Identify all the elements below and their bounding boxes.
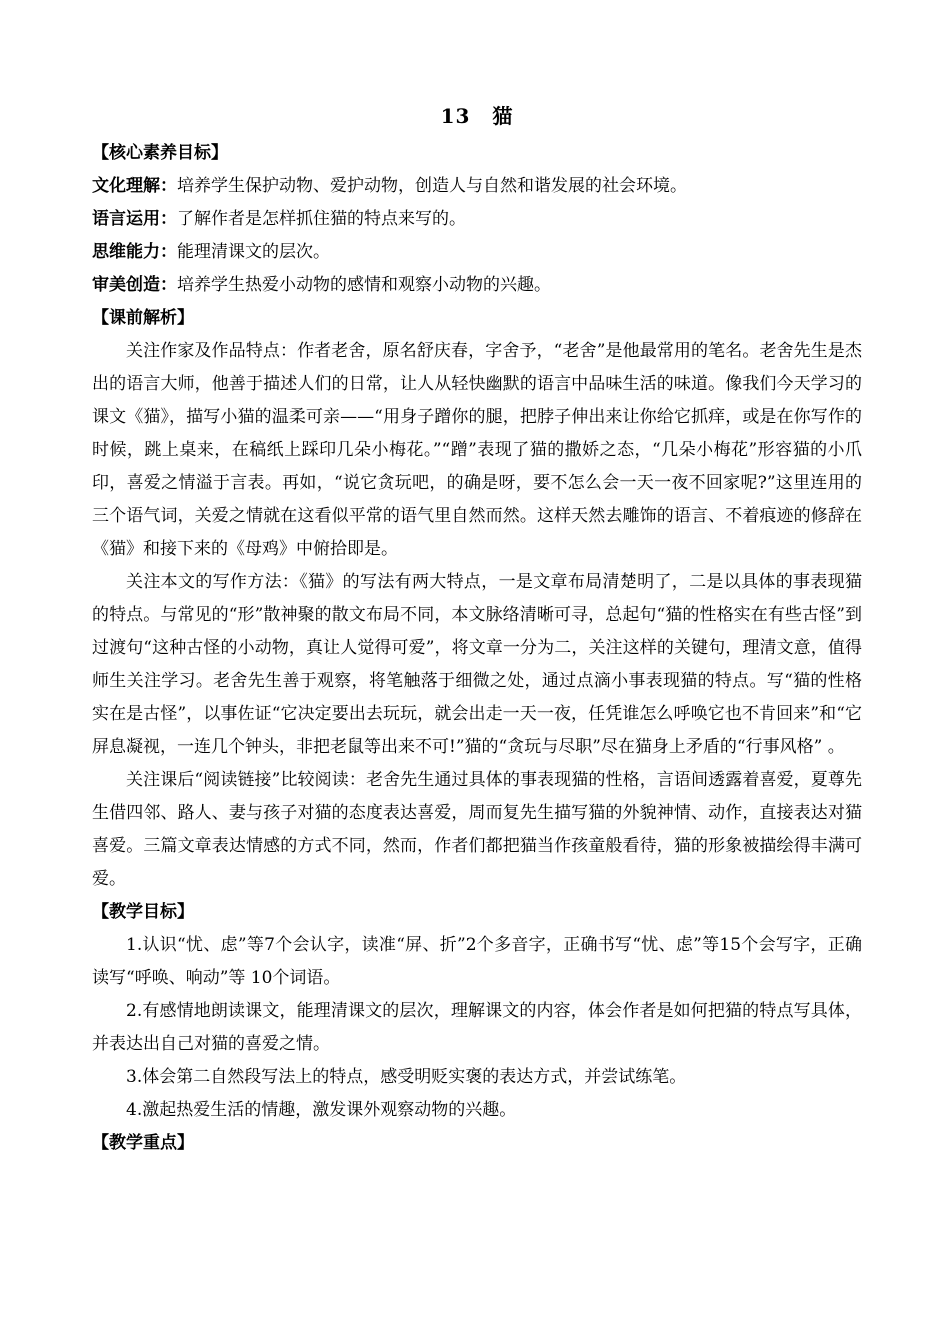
- core-goal-item: [92, 170, 862, 203]
- pre-class-paragraph-author: 关注作家及作品特点：作者老舍，原名舒庆春，字舍予，“老舍”是他最常用的笔名。老舍先生是杰出的语言大师，他善于描述人们的日常，让人从轻快幽默的语言中品味生活的味道。像我们今天学习的课文《猫》，描写小猫的温柔可亲——“用身子蹭你的腿，把脖子伸出来让你给它抓痒，或是在你写作的时候，跳上桌来，在稿纸上踩印几朵小梅花。”“蹭”表现了猫的撒娇之态，“几朵小梅花”形容猫的小爪印，喜爱之情溢于言表。再如，“说它贪玩吧，的确是呀，要不怎么会一天一夜不回家呢?”这里连用的三个语气词，关爱之情就在这看似平常的语气里自然而然。这样天然去雕饰的语言、不着痕迹的修辞在《猫》和接下来的《母鸡》中俯拾即是。: [92, 341, 862, 559]
- pre-class-paragraph-reading: 关注课后“阅读链接”比较阅读：老舍先生通过具体的事表现猫的性格，言语间透露着喜爱，夏尊先生借四邻、路人、妻与孩子对猫的态度表达喜爱，周而复先生描写猫的外貌神情、动作，直接表达对猫喜爱。三篇文章表达情感的方式不同，然而，作者们都把猫当作孩童般看待，猫的形象被描绘得丰满可爱。: [92, 770, 862, 889]
- core-goal-item: [92, 269, 862, 302]
- teaching-goal-item: 4.激起热爱生活的情趣，激发课外观察动物的兴趣。: [126, 1100, 517, 1120]
- pre-class-heading: 【课前解析】: [92, 308, 194, 328]
- teaching-goal-item: 3.体会第二自然段写法上的特点，感受明贬实褒的表达方式，并尝试练笔。: [126, 1067, 687, 1087]
- key-points-heading: 【教学重点】: [92, 1133, 194, 1153]
- teaching-goals-heading: 【教学目标】: [92, 902, 194, 922]
- page-title: [92, 100, 862, 129]
- core-goal-text: 了解作者是怎样抓住猫的特点来写的。: [177, 209, 466, 229]
- core-goal-item: [92, 203, 862, 236]
- lesson-number: 13: [440, 104, 471, 128]
- core-goal-key: 审美创造：: [92, 275, 177, 295]
- core-goal-key: 文化理解：: [92, 176, 177, 196]
- lesson-title: 猫: [492, 104, 514, 128]
- core-goal-text: 培养学生保护动物、爱护动物，创造人与自然和谐发展的社会环境。: [177, 176, 687, 196]
- core-goal-text: 培养学生热爱小动物的感情和观察小动物的兴趣。: [177, 275, 551, 295]
- core-goal-key: 语言运用：: [92, 209, 177, 229]
- core-goals-heading: 【核心素养目标】: [92, 143, 228, 163]
- core-goal-text: 能理清课文的层次。: [177, 242, 330, 262]
- pre-class-paragraph-method: 关注本文的写作方法：《猫》的写法有两大特点，一是文章布局清楚明了，二是以具体的事表现猫的特点。与常见的“形”散神聚的散文布局不同，本文脉络清晰可寻，总起句“猫的性格实在有些古怪”到过渡句“这种古怪的小动物，真让人觉得可爱”，将文章一分为二，关注这样的关键句，理清文意，值得师生关注学习。老舍先生善于观察，将笔触落于细微之处，通过点滴小事表现猫的特点。写“猫的性格实在是古怪”，以事佐证“它决定要出去玩玩，就会出走一天一夜，任凭谁怎么呼唤它也不肯回来”和“它屏息凝视，一连几个钟头，非把老鼠等出来不可!”猫的“贪玩与尽职”尽在猫身上矛盾的“行事风格” 。: [92, 572, 862, 757]
- teaching-goal-item: 1.认识“忧、虑”等7个会认字，读准“屏、折”2个多音字，正确书写“忧、虑”等15个会写字，正确读写“呼唤、响动”等 10个词语。: [92, 935, 862, 988]
- core-goal-key: 思维能力：: [92, 242, 177, 262]
- teaching-goal-item: 2.有感情地朗读课文，能理清课文的层次，理解课文的内容，体会作者是如何把猫的特点写具体，并表达出自己对猫的喜爱之情。: [92, 1001, 862, 1054]
- core-goal-item: [92, 236, 862, 269]
- document-content: [92, 100, 862, 1160]
